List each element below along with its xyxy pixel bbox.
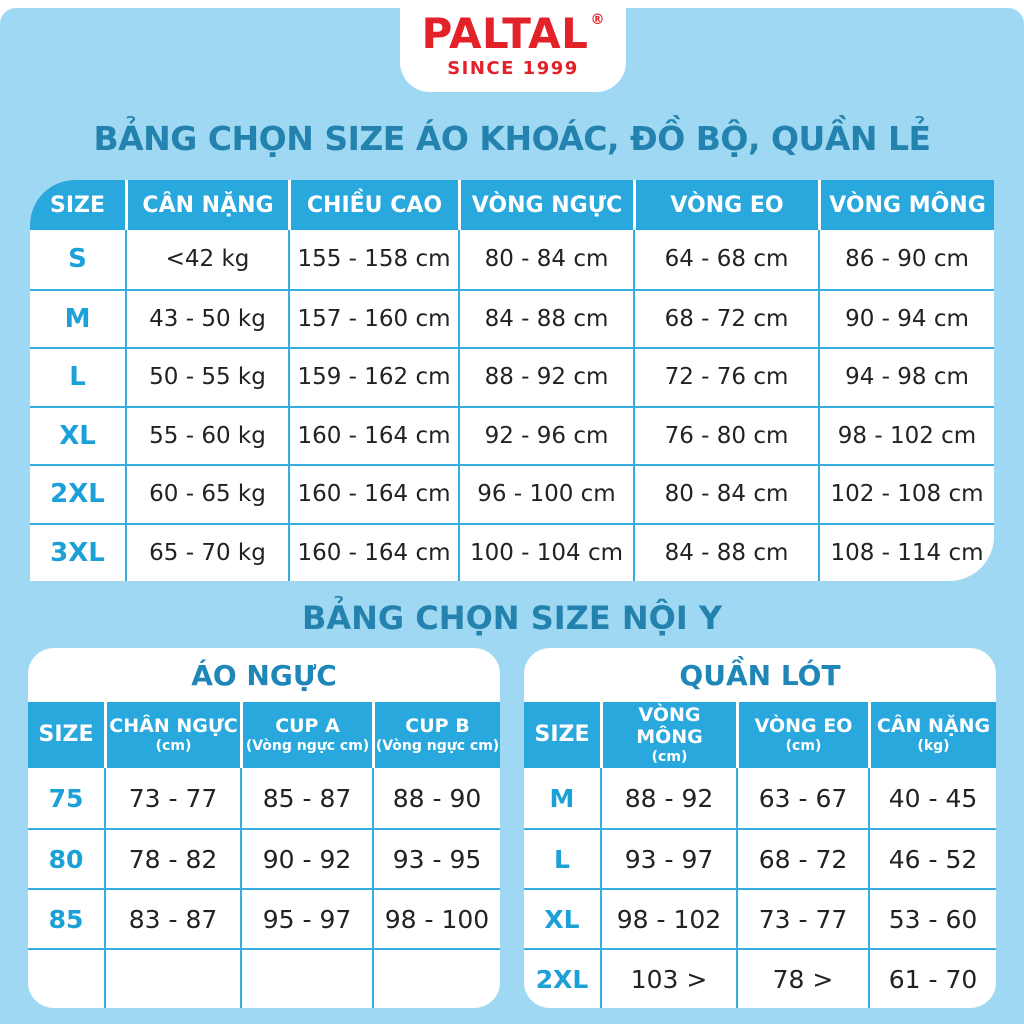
panty-table-row-XL xyxy=(524,888,996,948)
measure-cell: 88 - 92 cm xyxy=(458,349,633,406)
panty-table-title: QUẦN LÓT xyxy=(679,658,841,692)
size-label-cell: 2XL xyxy=(535,964,589,994)
bra-header-cell-3 xyxy=(372,702,500,768)
panty-header-cell-0 xyxy=(524,702,600,768)
measure-cell: 86 - 90 cm xyxy=(818,230,994,289)
panty-header-label: VÒNG EO xyxy=(754,715,853,738)
brand-row xyxy=(400,9,626,58)
measure-cell: 72 - 76 cm xyxy=(633,349,818,406)
measure-cell: 102 - 108 cm xyxy=(818,466,994,523)
size-label-cell: 75 xyxy=(48,783,84,813)
measure-cell: 60 - 65 kg xyxy=(125,466,288,523)
bra-table-row-85 xyxy=(28,888,500,948)
measure-cell: 98 - 102 xyxy=(600,890,736,948)
measure-cell xyxy=(240,950,372,1008)
measure-cell: 157 - 160 cm xyxy=(288,291,458,348)
measure-cell: 103 > xyxy=(600,950,736,1008)
size-label-cell: L xyxy=(69,362,86,393)
size-label-cell: 2XL xyxy=(50,479,105,510)
outerwear-table-header-row xyxy=(30,180,994,230)
measure-cell: 78 - 82 xyxy=(104,830,240,888)
size-label-cell: S xyxy=(68,244,87,275)
main-table-row-L xyxy=(30,347,994,406)
bra-header-cell-1 xyxy=(104,702,240,768)
panty-table-header-row xyxy=(524,702,996,768)
measure-cell: 53 - 60 xyxy=(868,890,996,948)
measure-cell: 76 - 80 cm xyxy=(633,408,818,465)
measure-cell: 46 - 52 xyxy=(868,830,996,888)
main-header-cell-3: VÒNG NGỰC xyxy=(458,180,633,230)
panty-size-table-card xyxy=(524,648,996,1008)
measure-cell: 93 - 97 xyxy=(600,830,736,888)
measure-cell: 61 - 70 xyxy=(868,950,996,1008)
bra-table-title: ÁO NGỰC xyxy=(191,658,337,692)
measure-cell: 78 > xyxy=(736,950,868,1008)
measure-cell: 95 - 97 xyxy=(240,890,372,948)
measure-cell: 80 - 84 cm xyxy=(458,230,633,289)
panty-header-sub-label: (cm) xyxy=(785,737,822,754)
bra-table-header-row xyxy=(28,702,500,768)
measure-cell: 94 - 98 cm xyxy=(818,349,994,406)
measure-cell: 73 - 77 xyxy=(736,890,868,948)
main-header-cell-5: VÒNG MÔNG xyxy=(818,180,994,230)
measure-cell: 90 - 94 cm xyxy=(818,291,994,348)
main-header-cell-0: SIZE xyxy=(49,192,105,218)
panty-table-row-M xyxy=(524,768,996,828)
size-label-cell xyxy=(28,950,104,1008)
main-header-cell-4: VÒNG EO xyxy=(633,180,818,230)
size-label-cell: M xyxy=(64,303,91,334)
panty-header-label: SIZE xyxy=(534,722,590,748)
main-table-row-3XL xyxy=(30,523,994,582)
bra-header-label: SIZE xyxy=(38,722,94,748)
bra-table-body xyxy=(28,768,500,1008)
bra-table-row-80 xyxy=(28,828,500,888)
measure-cell: 98 - 102 cm xyxy=(818,408,994,465)
panty-header-sub-label: (kg) xyxy=(917,737,950,754)
measure-cell: 80 - 84 cm xyxy=(633,466,818,523)
bra-header-cell-0 xyxy=(28,702,104,768)
measure-cell: 84 - 88 cm xyxy=(458,291,633,348)
panty-table-row-L xyxy=(524,828,996,888)
measure-cell: 73 - 77 xyxy=(104,768,240,828)
measure-cell: 159 - 162 cm xyxy=(288,349,458,406)
measure-cell: 96 - 100 cm xyxy=(458,466,633,523)
measure-cell: 40 - 45 xyxy=(868,768,996,828)
panty-header-cell-1 xyxy=(600,702,736,768)
panty-table-row-2XL xyxy=(524,948,996,1008)
bra-header-sub-label: (cm) xyxy=(155,737,192,754)
measure-cell: 88 - 90 xyxy=(372,768,500,828)
brand-name: PALTAL xyxy=(421,9,589,58)
measure-cell: 92 - 96 cm xyxy=(458,408,633,465)
bra-table-row-75 xyxy=(28,768,500,828)
measure-cell xyxy=(104,950,240,1008)
measure-cell: 50 - 55 kg xyxy=(125,349,288,406)
bra-header-label: CUP B xyxy=(405,715,470,738)
outerwear-size-table xyxy=(30,180,994,581)
bra-header-label: CHÂN NGỰC xyxy=(109,715,238,738)
measure-cell: 83 - 87 xyxy=(104,890,240,948)
panty-header-label: VÒNG MÔNG xyxy=(636,704,703,748)
main-header-cell-2: CHIỀU CAO xyxy=(288,180,458,230)
measure-cell: 84 - 88 cm xyxy=(633,525,818,582)
measure-cell: 93 - 95 xyxy=(372,830,500,888)
panty-header-sub-label: (cm) xyxy=(651,748,688,765)
bra-header-sub-label: (Vòng ngực cm) xyxy=(245,737,370,754)
panty-header-cell-2 xyxy=(736,702,868,768)
main-table-row-S xyxy=(30,230,994,289)
measure-cell: 108 - 114 cm xyxy=(818,525,994,582)
measure-cell: 63 - 67 xyxy=(736,768,868,828)
bra-size-table-card xyxy=(28,648,500,1008)
measure-cell xyxy=(372,950,500,1008)
lingerie-section-title: BẢNG CHỌN SIZE NỘI Y xyxy=(301,599,723,637)
main-header-cell-1: CÂN NẶNG xyxy=(125,180,288,230)
brand-tagline: SINCE 1999 xyxy=(447,58,579,79)
size-label-cell: M xyxy=(549,783,575,813)
bra-header-cell-2 xyxy=(240,702,372,768)
main-table-row-M xyxy=(30,289,994,348)
main-table-row-2XL xyxy=(30,464,994,523)
measure-cell: 68 - 72 xyxy=(736,830,868,888)
outerwear-table-body xyxy=(30,230,994,581)
bra-header-sub-label: (Vòng ngực cm) xyxy=(375,737,500,754)
measure-cell: <42 kg xyxy=(125,230,288,289)
measure-cell: 98 - 100 xyxy=(372,890,500,948)
bra-table-row-3 xyxy=(28,948,500,1008)
panty-header-cell-3 xyxy=(868,702,996,768)
measure-cell: 160 - 164 cm xyxy=(288,408,458,465)
panty-table-body xyxy=(524,768,996,1008)
measure-cell: 90 - 92 xyxy=(240,830,372,888)
measure-cell: 55 - 60 kg xyxy=(125,408,288,465)
measure-cell: 155 - 158 cm xyxy=(288,230,458,289)
registered-mark-icon: ® xyxy=(590,12,605,28)
measure-cell: 68 - 72 cm xyxy=(633,291,818,348)
bra-header-label: CUP A xyxy=(275,715,340,738)
size-label-cell: 80 xyxy=(48,844,84,874)
size-label-cell: XL xyxy=(544,904,580,934)
size-label-cell: XL xyxy=(59,420,96,451)
size-label-cell: 85 xyxy=(48,904,84,934)
measure-cell: 85 - 87 xyxy=(240,768,372,828)
measure-cell: 64 - 68 cm xyxy=(633,230,818,289)
main-table-title: BẢNG CHỌN SIZE ÁO KHOÁC, ĐỒ BỘ, QUẦN LẺ xyxy=(93,119,931,158)
measure-cell: 65 - 70 kg xyxy=(125,525,288,582)
measure-cell: 43 - 50 kg xyxy=(125,291,288,348)
panty-header-label: CÂN NẶNG xyxy=(876,715,991,738)
measure-cell: 160 - 164 cm xyxy=(288,525,458,582)
measure-cell: 160 - 164 cm xyxy=(288,466,458,523)
measure-cell: 88 - 92 xyxy=(600,768,736,828)
main-table-row-XL xyxy=(30,406,994,465)
brand-logo-badge xyxy=(400,0,626,92)
measure-cell: 100 - 104 cm xyxy=(458,525,633,582)
size-label-cell: L xyxy=(554,844,570,874)
size-label-cell: 3XL xyxy=(50,537,105,568)
